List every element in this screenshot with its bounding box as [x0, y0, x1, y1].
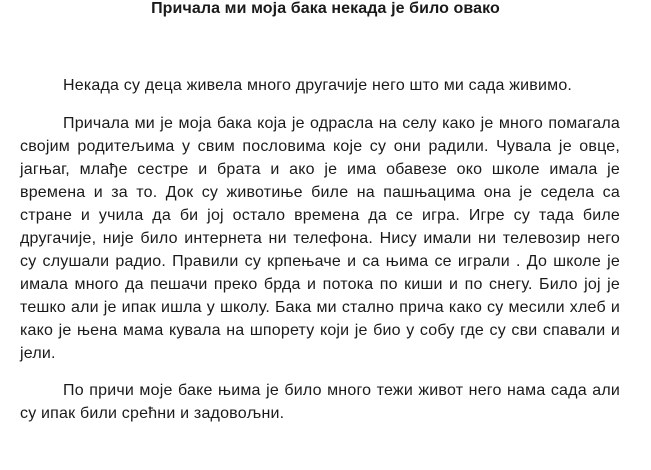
- document-body: [20, 74, 620, 439]
- paragraph-intro: Некада су деца живела много другачије него што ми сада живимо.: [63, 77, 573, 94]
- paragraph-conclusion: По причи моје баке њима је било много тежи живот него нама сада али су ипак били срећни и задовољни.: [20, 382, 620, 422]
- paragraph-story: Причала ми је моја бака која је одрасла на селу како је много помагала својим родитељима у свим пословима које су они радили. Чувала је овце, јагњаг, млађе сестре и брата и ако је има обавезе око школе имала је времена и за то. Док су животиње биле на пашњацима она је седела са стране и учила да би јој остало времена да се игра. Игре су тада биле другачије, није било интернета ни телефона. Нису имали ни телевозир него су слушали радио. Правили су крпењаче и са њима се играли . До школе је имала много да пешачи преко брда и потока по киши и по снегу. Било јој је тешко али је ипак ишла у школу. Бака ми стално прича како су месили хлеб и како је њена мама кувала на шпорету који је био у собу где су сви спавали и јели.: [20, 115, 620, 362]
- document-title: Причала ми моја бака некада је било овако: [151, 0, 500, 17]
